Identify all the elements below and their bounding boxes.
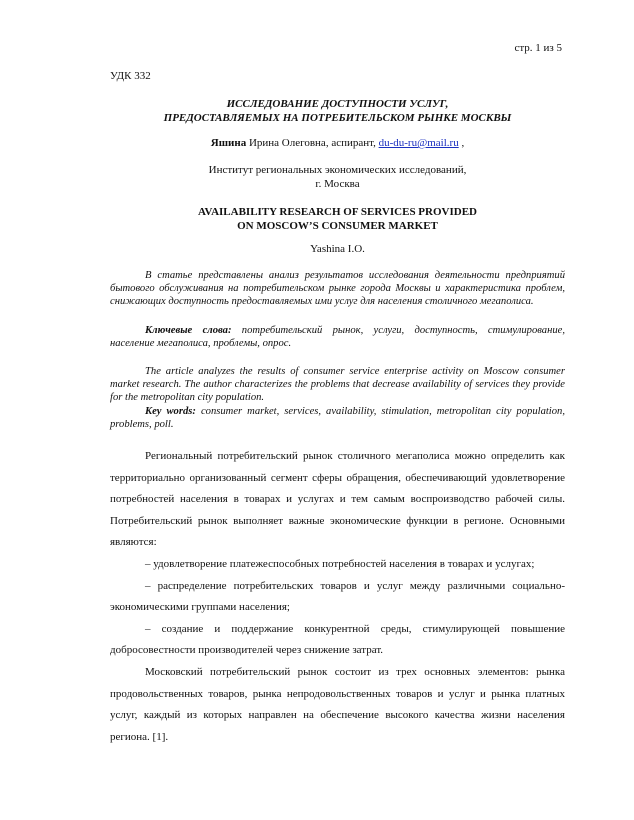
institute-city: г. Москва xyxy=(315,178,360,190)
title-en-line2: ON MOSCOW’S CONSUMER MARKET xyxy=(237,220,438,232)
keywords-ru xyxy=(110,324,565,350)
abstract-ru xyxy=(110,269,565,308)
paragraph-2: Московский потребительский рынок состоит из трех основных элементов: рынка продовольственных товаров, рынка непродовольственных товаров и услуг и рынка платных услуг, каждый из которых направлен на обеспечение высокого качества жизни населения региона. [1]. xyxy=(110,665,565,743)
list-item-1: – удовлетворение платежеспособных потребностей населения в товарах и услугах; xyxy=(145,557,535,570)
page-number: стр. 1 из 5 xyxy=(514,42,562,54)
author-details: Ирина Олеговна, аспирант, xyxy=(246,137,379,149)
keywords-ru-label: Ключевые слова: xyxy=(145,325,232,336)
list-item-2: – распределение потребительских товаров и услуг между различными социально-экономическими группами населения; xyxy=(110,579,565,614)
title-en-line1: AVAILABILITY RESEARCH OF SERVICES PROVIDED xyxy=(198,206,477,218)
list-item-3: – создание и поддержание конкурентной среды, стимулирующей повышение добросовестности производителей через снижение затрат. xyxy=(110,622,565,657)
keywords-en-label: Key words: xyxy=(145,406,196,417)
author-en: Yashina I.O. xyxy=(310,243,365,255)
abstract-ru-text: В статье представлены анализ результатов исследования деятельности предприятий бытового обслуживания на потребительском рынке города Москвы и характеристика проблем, снижающих доступность предоставляемых ими услуг для населения столичного мегаполиса. xyxy=(110,270,565,307)
title-ru xyxy=(110,97,565,125)
paragraph-1: Региональный потребительский рынок столичного мегаполиса можно определить как территориально организованный сегмент сферы обращения, обеспечивающий удовлетворение потребностей населения в товарах и услугах и тем самым воспроизводство рабочей силы. Потребительский рынок выполняет важные экономические функции в регионе. Основными являются: xyxy=(110,450,565,549)
keywords-ru-text: потребительский рынок, услуги, доступность, стимулирование, население мегаполиса, проблемы, опрос. xyxy=(110,325,565,349)
title-en xyxy=(110,205,565,233)
abstract-en xyxy=(110,365,565,404)
institute-name: Институт региональных экономических исследований, xyxy=(208,164,467,176)
title-ru-line2: ПРЕДОСТАВЛЯЕМЫХ НА ПОТРЕБИТЕЛЬСКОМ РЫНКЕ МОСКВЫ xyxy=(163,112,512,124)
keywords-en xyxy=(110,405,565,431)
author-ru xyxy=(110,137,565,149)
body-text xyxy=(110,446,565,748)
author-email-link[interactable]: du-du-ru@mail.ru xyxy=(378,137,459,149)
institute xyxy=(110,163,565,191)
keywords-en-text: consumer market, services, availability, stimulation, metropolitan city population, problems, poll. xyxy=(110,406,565,430)
udk-code: УДК 332 xyxy=(110,70,151,82)
author-surname: Яшина xyxy=(210,137,247,149)
abstract-en-text: The article analyzes the results of consumer service enterprise activity on Moscow consumer market research. The author characterizes the problems that decrease availability of services they provide for the metropolitan city population. xyxy=(110,366,565,403)
author-tail: , xyxy=(458,137,465,149)
title-ru-line1: ИССЛЕДОВАНИЕ ДОСТУПНОСТИ УСЛУГ, xyxy=(226,98,449,110)
